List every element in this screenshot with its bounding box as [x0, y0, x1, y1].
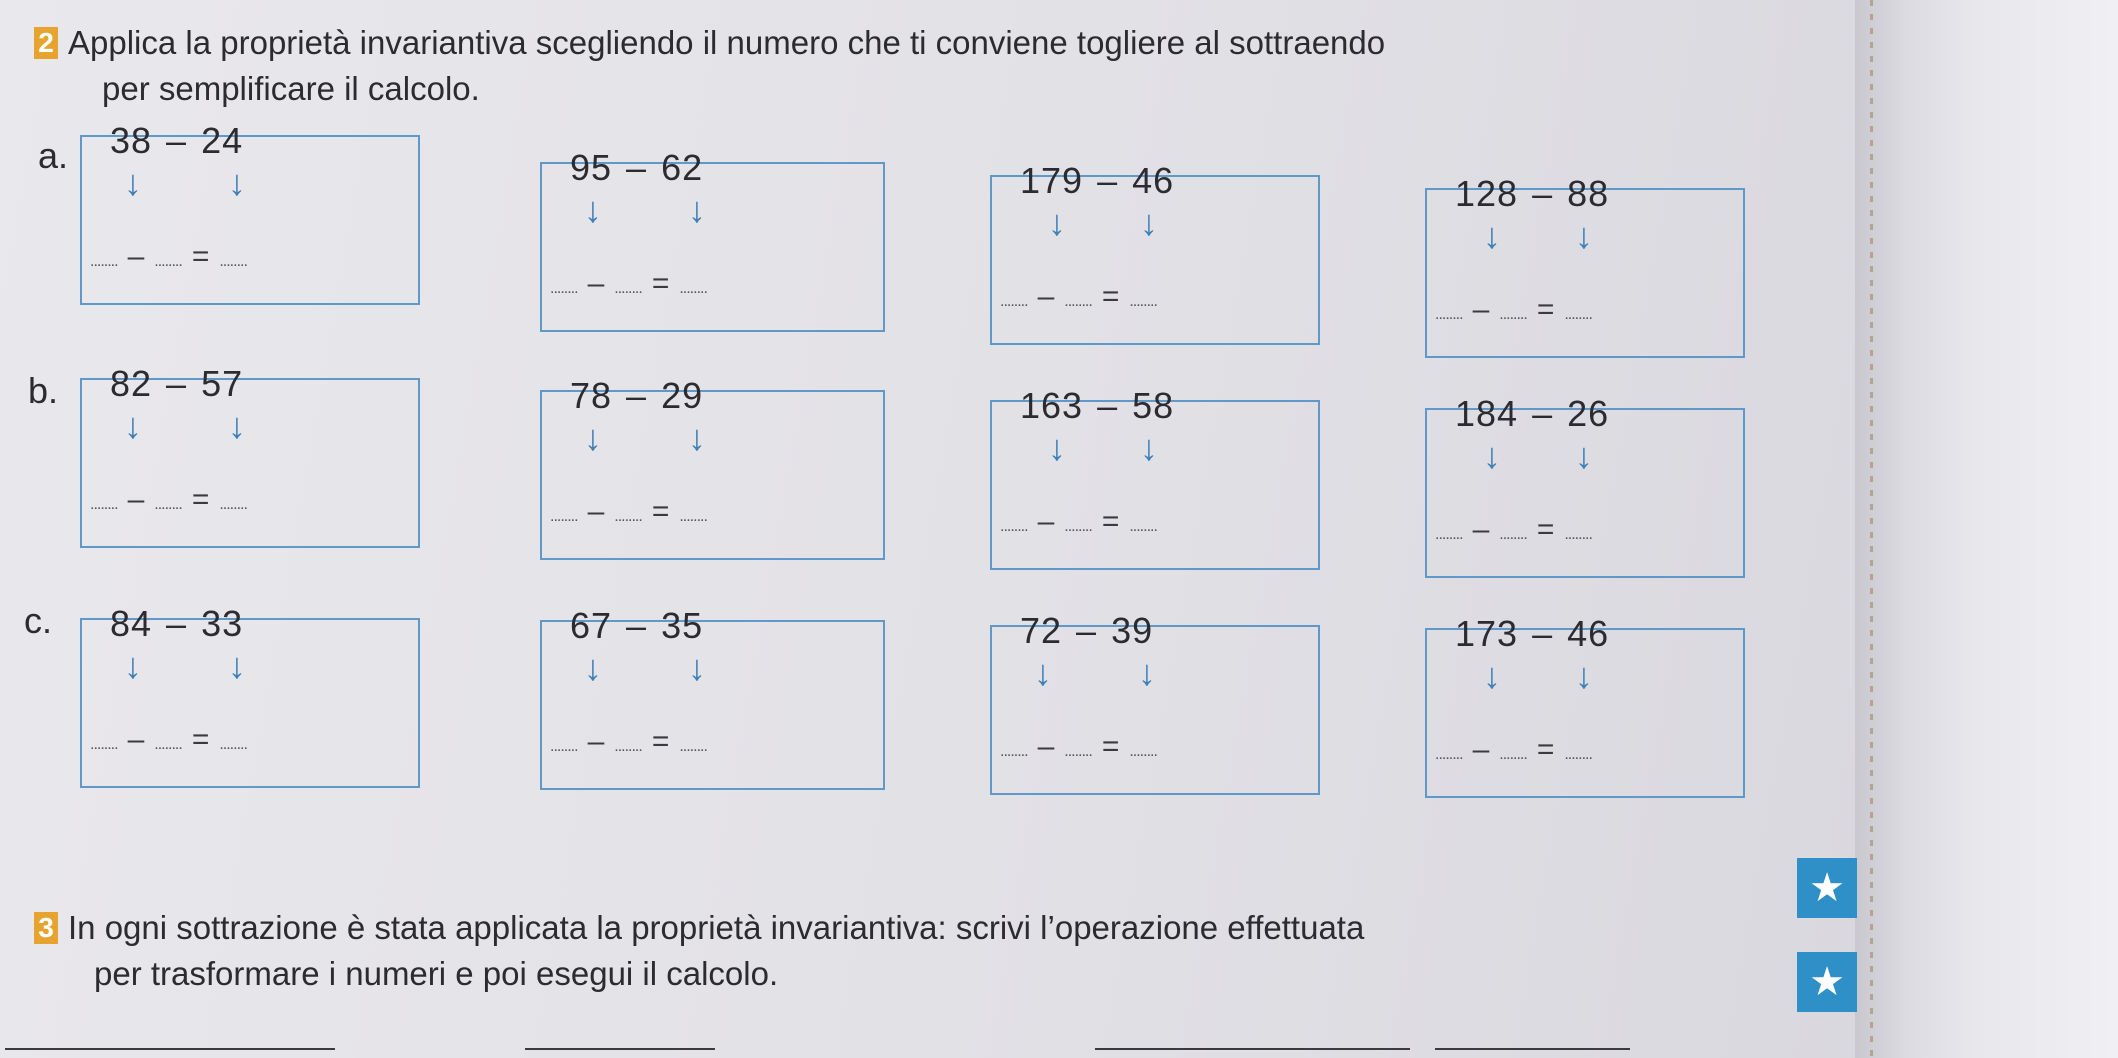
- blank-field[interactable]: ........: [550, 738, 578, 755]
- minus-sign: –: [1532, 393, 1554, 434]
- down-arrow-icon: ↓: [584, 647, 602, 688]
- blank-field[interactable]: ........: [550, 508, 578, 525]
- equals-sign: =: [1101, 505, 1120, 538]
- subtrahend: 88: [1567, 173, 1610, 214]
- minus-sign: –: [166, 120, 188, 161]
- down-arrow-icon: ↓: [688, 647, 706, 688]
- minus-sign: –: [1097, 385, 1119, 426]
- down-arrow-icon: ↓: [1575, 215, 1593, 256]
- exercise-2-instructions: [34, 20, 1385, 112]
- blank-field[interactable]: ........: [1000, 518, 1028, 535]
- blank-field[interactable]: ........: [550, 280, 578, 297]
- blank-field[interactable]: ........: [90, 736, 118, 753]
- result-field[interactable]: ........: [1129, 293, 1157, 310]
- exercise-2-number: 2: [34, 27, 58, 59]
- subtraction: [1020, 160, 1174, 202]
- answer-line: [1095, 1048, 1410, 1050]
- minuend: 78: [570, 375, 613, 416]
- minus-sign: –: [1076, 610, 1098, 651]
- subtrahend: 46: [1132, 160, 1175, 201]
- answer-line[interactable]: [550, 267, 707, 301]
- equals-sign: =: [1536, 733, 1555, 766]
- subtrahend: 58: [1132, 385, 1175, 426]
- down-arrow-icon: ↓: [228, 645, 246, 686]
- down-arrow-icon: ↓: [584, 417, 602, 458]
- answer-line: [5, 1048, 335, 1050]
- blank-field[interactable]: ........: [1064, 518, 1092, 535]
- blank-field[interactable]: ........: [1435, 526, 1463, 543]
- minus-sign: –: [1097, 160, 1119, 201]
- exercise-3-line1: In ogni sottrazione è stata applicata la proprietà invariantiva: scrivi l’operazione effettuata: [68, 909, 1365, 946]
- row-label: c.: [24, 600, 53, 641]
- result-field[interactable]: ........: [1129, 518, 1157, 535]
- down-arrow-icon: ↓: [228, 162, 246, 203]
- subtrahend: 39: [1111, 610, 1154, 651]
- minus-sign: –: [587, 267, 605, 300]
- subtrahend: 24: [201, 120, 244, 161]
- subtrahend: 46: [1567, 613, 1610, 654]
- down-arrow-icon: ↓: [1048, 427, 1066, 468]
- subtrahend: 26: [1567, 393, 1610, 434]
- blank-field[interactable]: ........: [90, 253, 118, 270]
- minus-sign: –: [1532, 173, 1554, 214]
- subtraction: [110, 363, 243, 405]
- subtraction: [1455, 393, 1609, 435]
- blank-field[interactable]: ........: [1064, 743, 1092, 760]
- blank-field[interactable]: ........: [1000, 743, 1028, 760]
- answer-line: [525, 1048, 715, 1050]
- subtraction: [1020, 610, 1153, 652]
- down-arrow-icon: ↓: [1140, 427, 1158, 468]
- blank-field[interactable]: ........: [1000, 293, 1028, 310]
- minus-sign: –: [1037, 505, 1055, 538]
- minuend: 72: [1020, 610, 1063, 651]
- minus-sign: –: [587, 725, 605, 758]
- blank-field[interactable]: ........: [154, 736, 182, 753]
- subtraction: [1455, 613, 1609, 655]
- minus-sign: –: [166, 363, 188, 404]
- subtraction: [570, 375, 703, 417]
- down-arrow-icon: ↓: [228, 405, 246, 446]
- subtraction: [570, 147, 703, 189]
- down-arrow-icon: ↓: [1575, 435, 1593, 476]
- minuend: 179: [1020, 160, 1084, 201]
- subtraction: [1020, 385, 1174, 427]
- minus-sign: –: [1472, 513, 1490, 546]
- subtraction: [110, 120, 243, 162]
- equals-sign: =: [1101, 280, 1120, 313]
- answer-line[interactable]: [550, 725, 707, 759]
- minus-sign: –: [1472, 293, 1490, 326]
- minus-sign: –: [626, 605, 648, 646]
- minus-sign: –: [1532, 613, 1554, 654]
- down-arrow-icon: ↓: [1483, 435, 1501, 476]
- minuend: 82: [110, 363, 153, 404]
- minuend: 163: [1020, 385, 1084, 426]
- result-field[interactable]: ........: [1564, 306, 1592, 323]
- result-field[interactable]: ........: [219, 736, 247, 753]
- answer-line[interactable]: [90, 723, 247, 757]
- equals-sign: =: [651, 267, 670, 300]
- row-label: b.: [28, 370, 59, 411]
- down-arrow-icon: ↓: [1575, 655, 1593, 696]
- blank-field[interactable]: ........: [90, 496, 118, 513]
- equals-sign: =: [1536, 513, 1555, 546]
- minus-sign: –: [166, 603, 188, 644]
- answer-line[interactable]: [550, 495, 707, 529]
- blank-field[interactable]: ........: [1499, 746, 1527, 763]
- result-field[interactable]: ........: [679, 508, 707, 525]
- answer-line[interactable]: [90, 240, 247, 274]
- minuend: 67: [570, 605, 613, 646]
- minus-sign: –: [626, 375, 648, 416]
- minuend: 84: [110, 603, 153, 644]
- down-arrow-icon: ↓: [584, 189, 602, 230]
- subtrahend: 57: [201, 363, 244, 404]
- down-arrow-icon: ↓: [1140, 202, 1158, 243]
- minus-sign: –: [1037, 280, 1055, 313]
- blank-field[interactable]: ........: [154, 496, 182, 513]
- blank-field[interactable]: ........: [614, 508, 642, 525]
- minuend: 184: [1455, 393, 1519, 434]
- equals-sign: =: [191, 723, 210, 756]
- blank-field[interactable]: ........: [1435, 746, 1463, 763]
- answer-line[interactable]: [1435, 293, 1592, 327]
- minuend: 173: [1455, 613, 1519, 654]
- subtraction: [110, 603, 243, 645]
- blank-field[interactable]: ........: [1435, 306, 1463, 323]
- blank-field[interactable]: ........: [614, 738, 642, 755]
- answer-line: [1435, 1048, 1630, 1050]
- down-arrow-icon: ↓: [124, 162, 142, 203]
- result-field[interactable]: ........: [219, 253, 247, 270]
- row-label: a.: [38, 135, 69, 176]
- result-field[interactable]: ........: [679, 280, 707, 297]
- result-field[interactable]: ........: [1564, 746, 1592, 763]
- result-field[interactable]: ........: [1564, 526, 1592, 543]
- subtrahend: 29: [661, 375, 704, 416]
- down-arrow-icon: ↓: [1034, 652, 1052, 693]
- equals-sign: =: [1536, 293, 1555, 326]
- answer-line[interactable]: [1435, 513, 1592, 547]
- result-field[interactable]: ........: [679, 738, 707, 755]
- equals-sign: =: [651, 725, 670, 758]
- minus-sign: –: [127, 723, 145, 756]
- result-field[interactable]: ........: [219, 496, 247, 513]
- exercise-3-instructions: [34, 905, 1364, 997]
- minuend: 95: [570, 147, 613, 188]
- answer-line[interactable]: [1435, 733, 1592, 767]
- down-arrow-icon: ↓: [688, 189, 706, 230]
- equals-sign: =: [651, 495, 670, 528]
- exercise-3-number: 3: [34, 912, 58, 944]
- minus-sign: –: [1472, 733, 1490, 766]
- down-arrow-icon: ↓: [124, 405, 142, 446]
- exercise-3-line2: per trasformare i numeri e poi esegui il calcolo.: [94, 955, 779, 992]
- answer-line[interactable]: [1000, 280, 1157, 314]
- exercise-2-line2: per semplificare il calcolo.: [102, 70, 480, 107]
- minus-sign: –: [587, 495, 605, 528]
- difficulty-star-icon: ★: [1797, 858, 1857, 918]
- down-arrow-icon: ↓: [124, 645, 142, 686]
- blank-field[interactable]: ........: [614, 280, 642, 297]
- subtrahend: 33: [201, 603, 244, 644]
- minuend: 38: [110, 120, 153, 161]
- exercise-2-line1: Applica la proprietà invariantiva scegliendo il numero che ti conviene togliere al sottraendo: [68, 24, 1386, 61]
- difficulty-star-icon-2: ★: [1797, 952, 1857, 1012]
- blank-field[interactable]: ........: [1499, 306, 1527, 323]
- down-arrow-icon: ↓: [1483, 215, 1501, 256]
- minuend: 128: [1455, 173, 1519, 214]
- down-arrow-icon: ↓: [688, 417, 706, 458]
- answer-line[interactable]: [1000, 505, 1157, 539]
- answer-line[interactable]: [90, 483, 247, 517]
- spine-binding: [1870, 0, 1873, 1058]
- subtrahend: 62: [661, 147, 704, 188]
- equals-sign: =: [191, 240, 210, 273]
- subtrahend: 35: [661, 605, 704, 646]
- minus-sign: –: [626, 147, 648, 188]
- equals-sign: =: [1101, 730, 1120, 763]
- minus-sign: –: [1037, 730, 1055, 763]
- blank-field[interactable]: ........: [154, 253, 182, 270]
- answer-line[interactable]: [1000, 730, 1157, 764]
- down-arrow-icon: ↓: [1048, 202, 1066, 243]
- down-arrow-icon: ↓: [1138, 652, 1156, 693]
- blank-field[interactable]: ........: [1064, 293, 1092, 310]
- minus-sign: –: [127, 240, 145, 273]
- minus-sign: –: [127, 483, 145, 516]
- result-field[interactable]: ........: [1129, 743, 1157, 760]
- equals-sign: =: [191, 483, 210, 516]
- blank-field[interactable]: ........: [1499, 526, 1527, 543]
- subtraction: [570, 605, 703, 647]
- book-spine: [1855, 0, 2118, 1058]
- down-arrow-icon: ↓: [1483, 655, 1501, 696]
- subtraction: [1455, 173, 1609, 215]
